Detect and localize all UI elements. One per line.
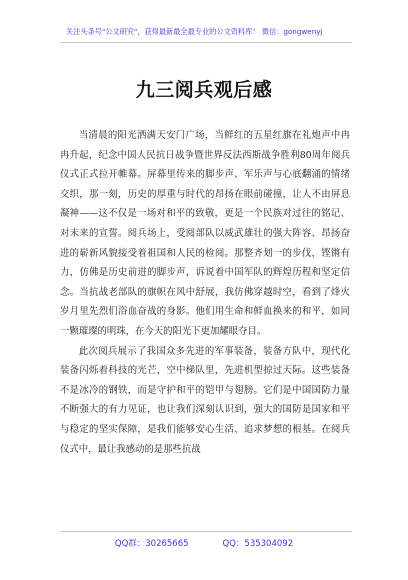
page-footer — [0, 538, 408, 550]
body-paragraph-2: 此次阅兵展示了我国众多先进的军事装备，装备方队中，现代化装备闪烁着科技的光芒，空中梯队里，先进机型掠过天际。这些装备不是冰冷的钢铁，而是守护和平的铠甲与翅膀。它们是中国国防力量不断强大的有力见证，也让我们深刻认识到，强大的国防是国家和平与稳定的坚实保障，是我们能够安心生活、追求梦想的根基。在阅兵仪式中，最让我感动的是那些抗战 — [60, 345, 350, 455]
page-header-notice: 关注头条号"公文研究"，获得最新最全最专业的公文资料库！ 微信：gongwenyj — [66, 27, 323, 36]
header-divider — [60, 42, 352, 43]
footer-qq-contact: QQ：535304092 — [222, 539, 294, 549]
document-title: 九三阅兵观后感 — [135, 79, 273, 101]
footer-qq-group: QQ群：30265665 — [114, 539, 189, 549]
footer-divider — [60, 531, 352, 532]
document-body — [60, 126, 350, 459]
body-paragraph-1: 当清晨的阳光洒满天安门广场，当鲜红的五星红旗在礼炮声中冉冉升起，纪念中国人民抗日战争暨世界反法西斯战争胜利80周年阅兵仪式正式拉开帷幕。屏幕里传来的脚步声、军乐声与心底翻涌的情绪交织，那一刻，历史的厚重与时代的昂扬在眼前碰撞，让人不由屏息凝神——这不仅是一场对和平的致敬，更是一个民族对过往的铭记、对未来的宣誓。阅兵场上，受阅部队以威武雄壮的强大阵容、昂扬奋进的崭新风貌接受着祖国和人民的检阅。那整齐划一的步伐，铿锵有力，仿佛是历史前进的脚步声，诉说着中国军队的辉煌历程和坚定信念。当抗战老部队的旗帜在风中舒展，我仿佛穿越时空，看到了烽火岁月里先烈们浴血奋战的身影。他们用生命和鲜血换来的和平，如同一颗璀璨的明珠，在今天的阳光下更加耀眼夺目。 — [60, 130, 350, 337]
